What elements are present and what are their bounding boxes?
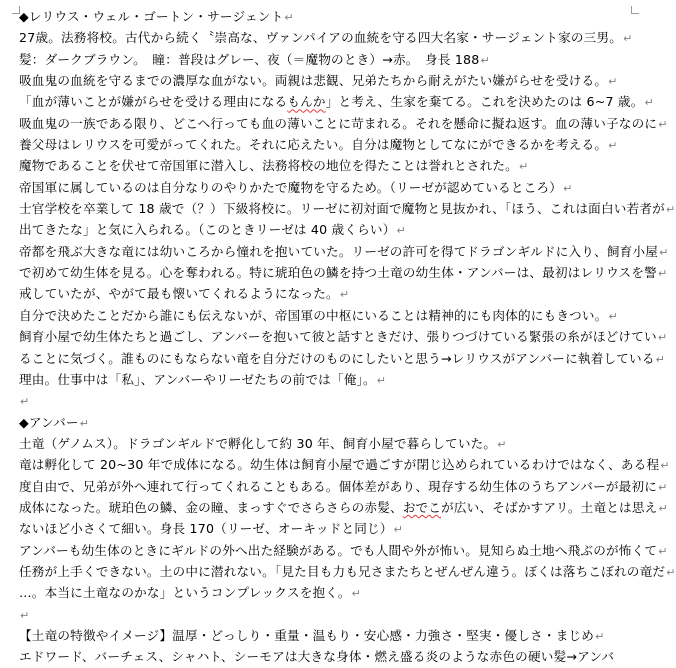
spellcheck-flagged-word[interactable]: おでこ — [402, 499, 442, 515]
text-run: 飼育小屋で幼生体たちと過ごし、アンバーを抱いて彼と話すときだけ、張りつづけている緊張の糸がほどけてい — [19, 329, 657, 345]
paragraph-mark-icon: ↵ — [660, 459, 670, 473]
text-line[interactable] — [19, 476, 668, 497]
text-line[interactable] — [19, 241, 669, 262]
text-run: 自分で決めたことだから誰にも伝えないが、帝国軍の中枢にいることは精神的にも肉体的にもきつい。 — [19, 307, 608, 323]
text-line[interactable] — [19, 155, 639, 176]
paragraph-mark-icon: ↵ — [20, 608, 30, 622]
text-line[interactable] — [19, 369, 639, 390]
text-run: ないほど小さくて細い。身長 170（リーゼ、オーキッドと同じ） — [19, 521, 393, 537]
paragraph-mark-icon: ↵ — [339, 288, 350, 302]
text-run: 理由。仕事中は「私」、アンバーやリーゼたちの前では「俺」。 — [19, 371, 376, 387]
paragraph-mark-icon: ↵ — [20, 395, 30, 409]
text-run: 士官学校を卒業して 18 歳で（？）下級将校に。リーゼに初対面で魔物と見抜かれ、「ほう、これは面白い若者が — [19, 201, 665, 217]
paragraph-mark-icon: ↵ — [665, 203, 676, 217]
text-line[interactable] — [19, 283, 639, 304]
paragraph-mark-icon: ↵ — [351, 587, 362, 601]
text-line[interactable] — [19, 497, 668, 518]
paragraph-mark-icon: ↵ — [658, 501, 668, 515]
text-line[interactable] — [19, 412, 639, 433]
text-line[interactable] — [19, 561, 676, 582]
text-run: 帝都を飛ぶ大きな竜には幼いころから憧れを抱いていた。リーゼの許可を得てドラゴンギルドに入り、飼育小屋 — [19, 243, 659, 259]
text-line[interactable] — [19, 6, 639, 27]
paragraph-mark-icon: ↵ — [393, 523, 404, 537]
text-line[interactable] — [19, 518, 639, 539]
paragraph-mark-icon: ↵ — [608, 139, 618, 153]
paragraph-mark-icon: ↵ — [657, 267, 668, 281]
paragraph-mark-icon: ↵ — [396, 224, 406, 238]
spellcheck-flagged-word[interactable]: もんか — [287, 94, 326, 110]
text-run: で初めて幼生体を見る。心を奪われる。特に琥珀色の鱗を持つ土竜の幼生体・アンバーは、最初はレリウスを警 — [19, 265, 657, 281]
text-run: 帝国軍に属しているのは自分なりのやりかたで魔物を守るため。（リーゼが認めているところ） — [19, 179, 563, 195]
paragraph-mark-icon: ↵ — [480, 53, 490, 67]
text-line[interactable] — [19, 454, 670, 475]
text-run: ◆アンバー — [19, 414, 79, 430]
paragraph-mark-icon: ↵ — [658, 117, 668, 131]
text-run: ることに気づく。誰ものにもならない竜を自分だけのものにしたいと思う→レリウスがアンバーに執着している — [19, 350, 655, 366]
text-line[interactable] — [19, 540, 668, 561]
text-run: 任務が上手くできない。土の中に潜れない。「見た目も力も兄さまたちとぜんぜん違う。ぼくは落ちこぼれの竜だ — [19, 563, 666, 579]
text-line[interactable] — [19, 113, 668, 134]
text-run: 「血が薄いことが嫌がらせを受ける理由になる — [19, 94, 288, 110]
paragraph-mark-icon: ↵ — [659, 245, 669, 259]
text-line[interactable] — [19, 198, 676, 219]
text-run: 度自由で、兄弟が外へ連れて行ってくれることもある。個体差があり、現存する幼生体のうちアンバーが最初に — [19, 478, 658, 494]
text-run: 魔物であることを伏せて帝国軍に潜入し、法務将校の地位を得たことは誉れとされた。 — [19, 158, 518, 174]
paragraph-mark-icon: ↵ — [623, 32, 633, 46]
paragraph-mark-icon: ↵ — [595, 629, 605, 643]
paragraph-mark-icon: ↵ — [657, 331, 668, 345]
text-run: 養父母はレリウスを可愛がってくれた。それに応えたい。自分は魔物としてなにができるかを考える。 — [19, 137, 608, 153]
paragraph-mark-icon: ↵ — [497, 437, 507, 451]
paragraph-mark-icon: ↵ — [655, 352, 666, 366]
paragraph-mark-icon: ↵ — [644, 96, 654, 110]
text-run: 27歳。法務将校。古代から続く〝崇高な、ヴァンパイアの血統を守る四大名家・サージェント家の三男。 — [19, 30, 623, 46]
text-line[interactable] — [19, 433, 639, 454]
paragraph-mark-icon: ↵ — [563, 181, 573, 195]
text-run: 成体になった。琥珀色の鱗、金の瞳、まっすぐでさらさらの赤髪、 — [19, 499, 403, 515]
text-run: 髪：ダークブラウン。 瞳：普段はグレー、夜（＝魔物のとき）→赤。 身長 188 — [19, 51, 480, 67]
paragraph-mark-icon: ↵ — [658, 480, 668, 494]
text-run: 出てきたな」と気に入られる。（このときリーゼは 40 歳くらい） — [19, 222, 396, 238]
text-line[interactable] — [19, 219, 639, 240]
text-line[interactable] — [19, 91, 654, 112]
text-line[interactable] — [19, 390, 639, 411]
paragraph-mark-icon: ↵ — [376, 373, 387, 387]
text-run: 土竜（ゲノムス）。ドラゴンギルドで孵化して約 30 年、飼育小屋で暮らしていた。 — [19, 435, 497, 451]
text-line[interactable] — [19, 70, 639, 91]
text-run: 吸血鬼の血統を守るまでの濃厚な血がない。両親は悲観、兄弟たちから耐えがたい嫌がらせを受ける。 — [19, 73, 608, 89]
text-line[interactable] — [19, 305, 639, 326]
text-run: ◆レリウス・ウェル・ゴートン・サージェント — [19, 9, 284, 24]
paragraph-mark-icon: ↵ — [79, 416, 90, 430]
text-run: …。本当に土竜なのかな」というコンプレックスを抱く。 — [19, 585, 351, 601]
text-run: が広い、そばかすアリ。土竜とは思え — [441, 499, 658, 515]
text-line[interactable] — [19, 604, 639, 625]
paragraph-mark-icon: ↵ — [608, 309, 618, 323]
text-line[interactable] — [19, 348, 666, 369]
text-line[interactable] — [19, 326, 668, 347]
text-line[interactable] — [19, 646, 639, 667]
document-body[interactable] — [19, 6, 676, 668]
text-line[interactable] — [19, 134, 639, 155]
text-line[interactable] — [19, 582, 639, 603]
text-line[interactable] — [19, 49, 639, 70]
text-run: 」と考え、生家を棄てる。これを決めたのは 6~7 歳。 — [325, 94, 644, 110]
text-run: エドワード、バーチェス、シャハト、シーモアは大きな身体・燃え盛る炎のような赤色の硬い髪→アンバ — [19, 649, 615, 665]
text-run: 竜は孵化して 20~30 年で成体になる。幼生体は飼育小屋で過ごすが閉じ込められているわけではなく、ある程 — [19, 457, 660, 473]
paragraph-mark-icon: ↵ — [658, 544, 668, 558]
text-run: 戒していたが、やがて最も懐いてくれるようになった。 — [19, 286, 339, 302]
text-run: アンバーも幼生体のときにギルドの外へ出た経験がある。でも人間や外が怖い。見知らぬ土地へ飛ぶのが怖くて — [19, 542, 658, 558]
text-line[interactable] — [19, 625, 639, 646]
text-run: 【土竜の特徴やイメージ】温厚・どっしり・重量・温もり・安心感・力強さ・堅実・優しさ・まじめ — [19, 627, 595, 643]
paragraph-mark-icon: ↵ — [284, 11, 294, 24]
text-run: 吸血鬼の一族である限り、どこへ行っても血の薄いことに苛まれる。それを懸命に擬ね返す。血の薄い子なのに — [19, 115, 658, 131]
paragraph-mark-icon: ↵ — [518, 160, 529, 174]
text-line[interactable] — [19, 27, 639, 48]
text-line[interactable] — [19, 262, 668, 283]
text-line[interactable] — [19, 177, 639, 198]
paragraph-mark-icon: ↵ — [666, 565, 676, 579]
paragraph-mark-icon: ↵ — [608, 75, 618, 89]
